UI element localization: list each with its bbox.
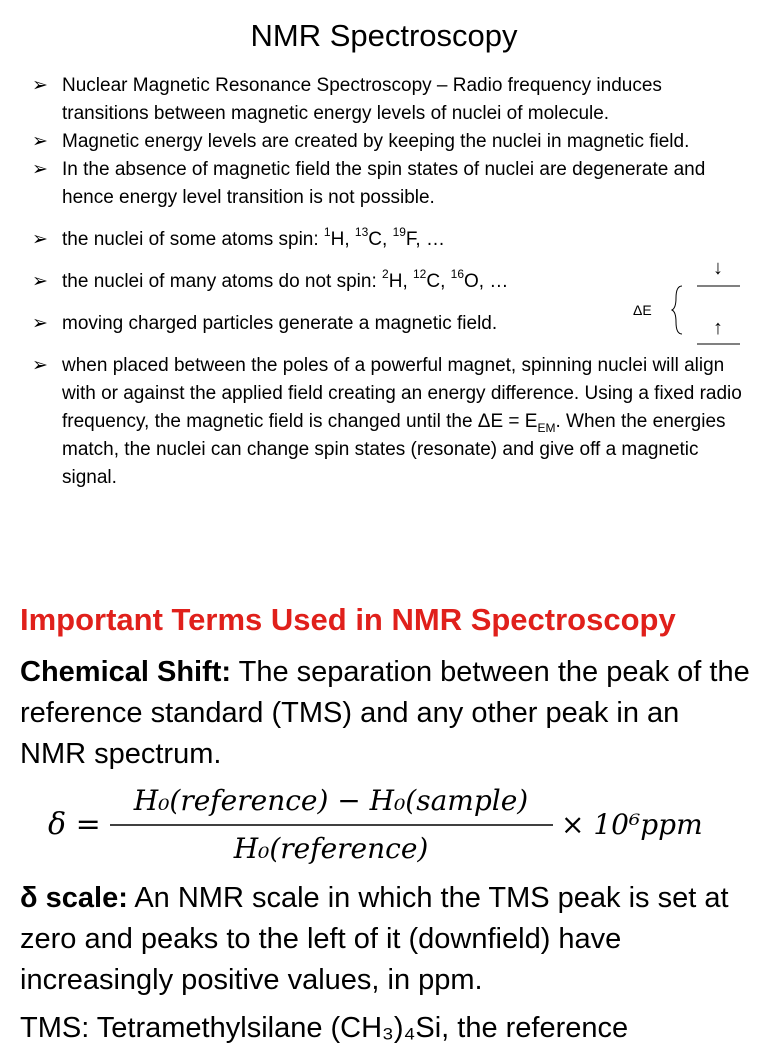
- bullet-arrow-icon: ➢: [32, 131, 48, 152]
- term-definition: An NMR scale in which the TMS peak is set at zero and peaks to the left of it (downfield) have increasingly positive values, in ppm.: [20, 882, 729, 996]
- bullet-item: [32, 128, 742, 156]
- section-heading: Important Terms Used in NMR Spectroscopy: [20, 602, 676, 637]
- formula-numerator: H₀(reference) − H₀(sample): [133, 784, 529, 817]
- bullet-item: [32, 352, 742, 492]
- bullet-item: [32, 268, 742, 296]
- term-definition: The separation between the peak of the reference standard (TMS) and any other peak in an NMR spectrum.: [20, 656, 750, 770]
- term-label: δ scale:: [20, 882, 128, 914]
- bullet-arrow-icon: ➢: [32, 159, 48, 180]
- bullet-item: [32, 156, 742, 212]
- bullet-text: when placed between the poles of a powerful magnet, spinning nuclei will align with or against the applied field creating an energy difference. Using a fixed radio frequency, the magnetic field is changed until the $\Delta E = E_{EM}$. When the energies match, the nuclei can change spin states (resonate) and give off a magnetic signal.: [62, 355, 742, 488]
- delta-e-label: ΔE: [633, 302, 652, 318]
- bullet-text: In the absence of magnetic field the spin states of nuclei are degenerate and hence energy level transition is not possible.: [62, 159, 706, 208]
- page-title: NMR Spectroscopy: [250, 18, 518, 53]
- cut-off-text: TMS: Tetramethylsilane (CH₃)₄Si, the reference: [20, 1012, 629, 1044]
- bullet-arrow-icon: ➢: [32, 271, 48, 292]
- brace-icon: [672, 286, 682, 334]
- bullet-text: Magnetic energy levels are created by keeping the nuclei in magnetic field.: [62, 131, 690, 152]
- bullet-arrow-icon: ➢: [32, 75, 48, 96]
- energy-level-diagram: [670, 252, 745, 352]
- bullet-arrow-icon: ➢: [32, 313, 48, 334]
- bullet-text: the nuclei of some atoms spin: $^1$H, $^{13}$C, $^{19}$F, …: [62, 224, 445, 250]
- down-arrow-icon: ↓: [713, 257, 723, 279]
- formula-denominator: H₀(reference): [233, 832, 429, 865]
- bullet-text: Nuclear Magnetic Resonance Spectroscopy – Radio frequency induces transitions between magnetic energy levels of nuclei of molecule.: [62, 75, 662, 124]
- bullet-text: moving charged particles generate a magnetic field.: [62, 313, 498, 334]
- chemical-shift-definition: [20, 652, 750, 775]
- bullet-item: [32, 72, 742, 128]
- formula-multiplier: × 10⁶ppm: [561, 808, 703, 841]
- bullet-item: [32, 226, 742, 254]
- term-label: Chemical Shift:: [20, 656, 232, 688]
- bullet-list: [32, 72, 742, 492]
- formula-lhs: δ =: [48, 807, 101, 842]
- delta-scale-definition: [20, 878, 750, 1001]
- up-arrow-icon: ↑: [713, 317, 723, 339]
- bullet-arrow-icon: ➢: [32, 229, 48, 250]
- bullet-arrow-icon: ➢: [32, 355, 48, 376]
- bullet-text: the nuclei of many atoms do not spin: $^2$H, $^{12}$C, $^{16}$O, …: [62, 266, 509, 292]
- chemical-shift-formula: [48, 780, 728, 870]
